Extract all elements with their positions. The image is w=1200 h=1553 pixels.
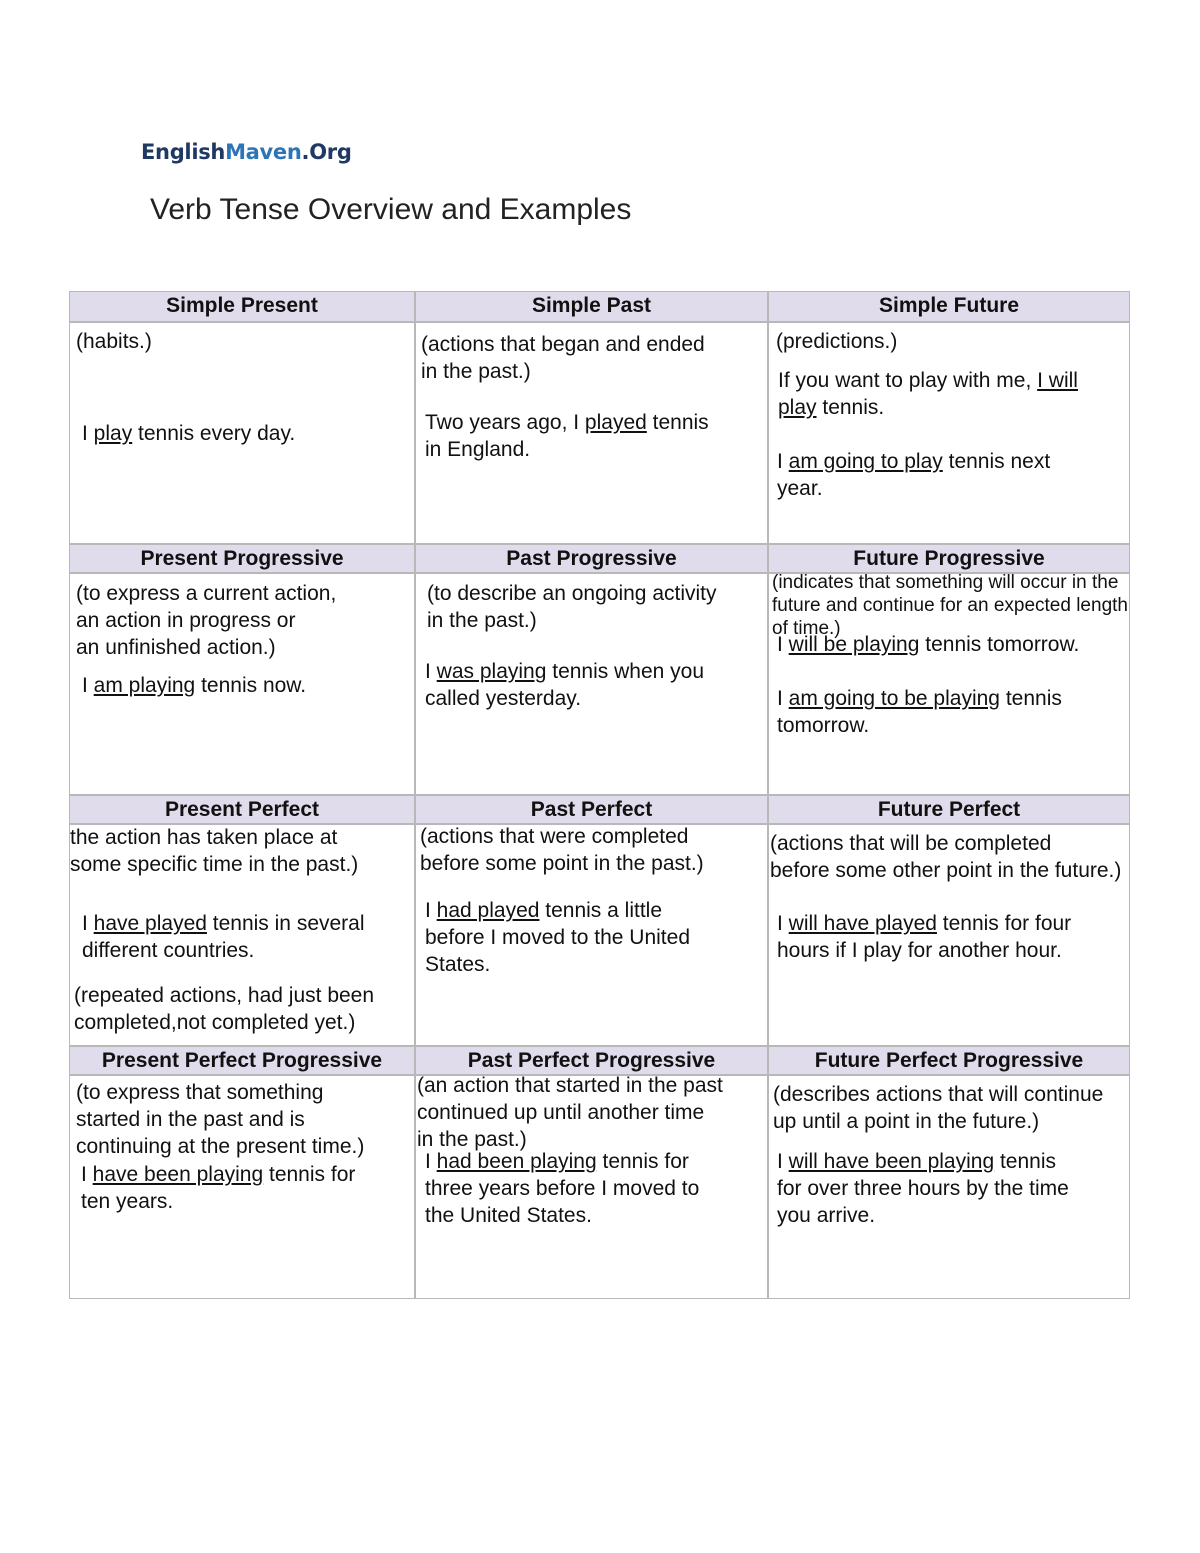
header-past-perfect-progressive: Past Perfect Progressive: [415, 1046, 768, 1075]
description: (indicates that something will occur in the future and continue for an expected length of time.): [772, 572, 1128, 639]
cell-future-progressive: [768, 573, 1130, 795]
example: If you want to play with me, I will play tennis.: [778, 369, 1078, 419]
description: (to express that something started in the past and is continuing at the present time.): [76, 1081, 365, 1158]
cell-past-perfect: [415, 824, 768, 1046]
cell-past-perfect-progressive: [415, 1075, 768, 1299]
header-simple-future: Simple Future: [768, 291, 1130, 322]
description: (predictions.): [776, 330, 898, 353]
description: (actions that began and ended in the past.): [421, 333, 705, 383]
example: I have been playing tennis for ten years.: [81, 1163, 356, 1213]
cell-present-progressive: [69, 573, 415, 795]
description: (describes actions that will continue up until a point in the future.): [773, 1083, 1104, 1133]
header-present-perfect: Present Perfect: [69, 795, 415, 824]
note: (repeated actions, had just been completed,not completed yet.): [74, 984, 375, 1034]
example: I have played tennis in several different countries.: [82, 912, 365, 962]
cell-simple-past: [415, 322, 768, 544]
header-past-progressive: Past Progressive: [415, 544, 768, 573]
example: I will have played tennis for four hours if I play for another hour.: [777, 912, 1072, 962]
cell-past-progressive: [415, 573, 768, 795]
description: (to describe an ongoing activity in the past.): [427, 582, 717, 632]
cell-simple-present: [69, 322, 415, 544]
header-future-perfect-progressive: Future Perfect Progressive: [768, 1046, 1130, 1075]
cell-present-perfect: [69, 824, 415, 1046]
description: (actions that will be completed before some other point in the future.): [770, 832, 1122, 882]
header-past-perfect: Past Perfect: [415, 795, 768, 824]
site-logo: EnglishMaven.Org: [141, 140, 352, 164]
header-present-progressive: Present Progressive: [69, 544, 415, 573]
description: (habits.): [76, 330, 152, 353]
header-simple-present: Simple Present: [69, 291, 415, 322]
description: (to express a current action, an action in progress or an unfinished action.): [76, 582, 337, 659]
example: I will be playing tennis tomorrow.: [777, 633, 1080, 656]
cell-future-perfect-progressive: [768, 1075, 1130, 1299]
description: the action has taken place at some specific time in the past.): [70, 826, 359, 876]
example: I had played tennis a little before I moved to the United States.: [425, 899, 690, 976]
page-title: Verb Tense Overview and Examples: [150, 193, 632, 226]
header-simple-past: Simple Past: [415, 291, 768, 322]
example: I had been playing tennis for three years before I moved to the United States.: [425, 1150, 700, 1227]
cell-future-perfect: [768, 824, 1130, 1046]
example: I was playing tennis when you called yesterday.: [425, 660, 705, 710]
cell-simple-future: [768, 322, 1130, 544]
description: (an action that started in the past continued up until another time in the past.): [417, 1074, 723, 1151]
description: (actions that were completed before some point in the past.): [420, 825, 704, 875]
example: I play tennis every day.: [82, 422, 296, 445]
example-2: I am going to play tennis next year.: [777, 450, 1051, 500]
example: I am playing tennis now.: [82, 674, 307, 697]
verb-tense-table: [69, 291, 1130, 1299]
header-present-perfect-progressive: Present Perfect Progressive: [69, 1046, 415, 1075]
example: Two years ago, I played tennis in England.: [425, 411, 709, 461]
header-future-perfect: Future Perfect: [768, 795, 1130, 824]
example: I will have been playing tennis for over three hours by the time you arrive.: [777, 1150, 1069, 1227]
example-2: I am going to be playing tennis tomorrow.: [777, 687, 1062, 737]
header-future-progressive: Future Progressive: [768, 544, 1130, 573]
cell-present-perfect-progressive: [69, 1075, 415, 1299]
